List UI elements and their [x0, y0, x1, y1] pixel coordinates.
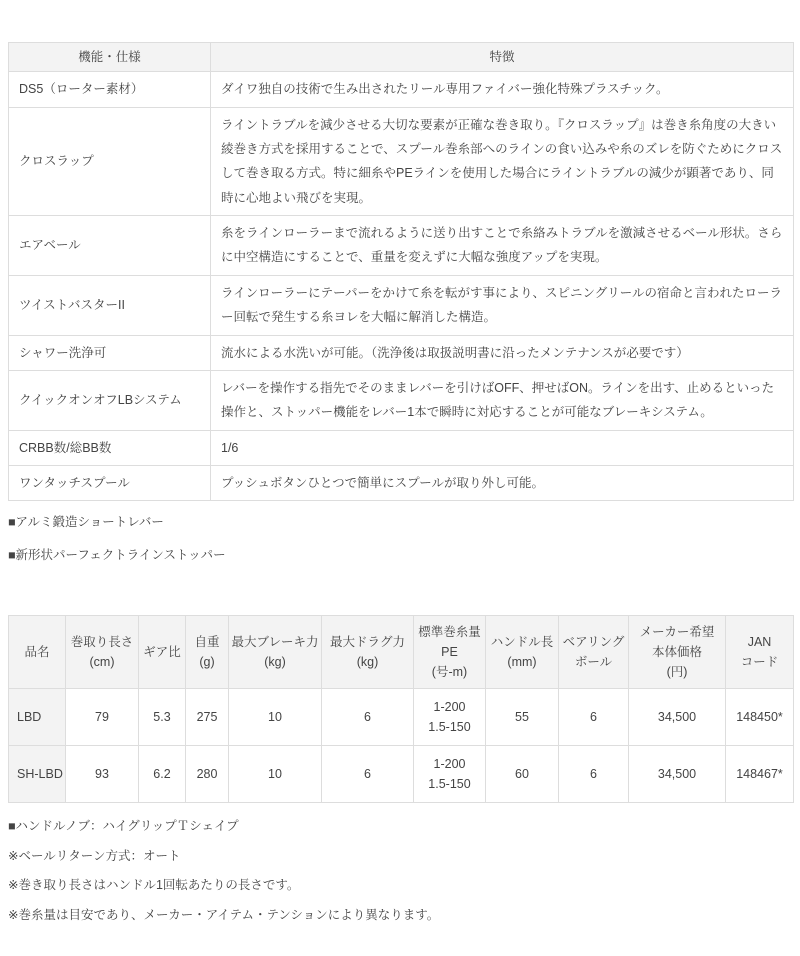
feature-bullets	[8, 513, 793, 565]
models-table	[8, 615, 794, 803]
model-value-cell: 60	[486, 745, 559, 802]
feature-desc-cell: 流水による水洗いが可能。（洗浄後は取扱説明書に沿ったメンテナンスが必要です）	[211, 335, 794, 370]
model-column-header-line: 最大ブレーキ力	[231, 634, 319, 649]
model-row	[9, 745, 794, 802]
model-name-cell: LBD	[9, 688, 66, 745]
model-value-cell: 79	[66, 688, 139, 745]
model-value-line: 1.5-150	[428, 776, 471, 791]
model-column-header	[726, 615, 794, 688]
feature-row	[9, 466, 794, 501]
model-column-header-line: コード	[740, 654, 779, 669]
model-column-header	[559, 615, 629, 688]
model-row	[9, 688, 794, 745]
model-column-header-line: JAN	[747, 634, 772, 649]
model-column-header	[414, 615, 486, 688]
features-table	[8, 42, 794, 501]
feature-bullet-line: ■新形状パーフェクトラインストッパー	[8, 548, 226, 563]
model-column-header	[322, 615, 414, 688]
model-value-cell: 6	[322, 745, 414, 802]
model-value-cell: 148450*	[726, 688, 794, 745]
features-table-header-row	[9, 43, 794, 72]
model-column-header	[139, 615, 186, 688]
feature-desc-cell: レバーを操作する指先でそのままレバーを引けばOFF、押せばON。ラインを出す、止めるといった操作と、ストッパー機能をレバー1本で瞬時に対応することが可能なブレーキシステム。	[211, 370, 794, 430]
feature-desc-cell: ラインローラーにテーパーをかけて糸を転がす事により、スピニングリールの宿命と言われたローラー回転で発生する糸ヨレを大幅に解消した構造。	[211, 275, 794, 335]
feature-name-cell: エアベール	[9, 216, 211, 276]
model-column-header-line: 標準巻糸量	[418, 624, 481, 639]
feature-row	[9, 216, 794, 276]
model-column-header-line: 最大ドラグ力	[329, 634, 405, 649]
model-value-cell	[414, 688, 486, 745]
features-header-function: 機能・仕様	[9, 43, 211, 72]
feature-name-cell: ツイストバスターII	[9, 275, 211, 335]
model-column-header-line: ボール	[574, 654, 613, 669]
model-column-header-line: メーカー希望	[639, 624, 715, 639]
model-value-line: 1-200	[433, 756, 466, 771]
model-name-cell: SH-LBD	[9, 745, 66, 802]
model-column-header-line: PE	[441, 644, 458, 659]
feature-row	[9, 335, 794, 370]
model-column-header-line: 自重	[194, 634, 220, 649]
model-column-header	[186, 615, 229, 688]
feature-desc-cell: 糸をラインローラーまで流れるように送り出すことで糸絡みトラブルを激減させるベール形状。さらに中空構造にすることで、重量を変えずに大幅な強度アップを実現。	[211, 216, 794, 276]
feature-name-cell: クロスラップ	[9, 107, 211, 216]
feature-bullet-line: ■アルミ鍛造ショートレバー	[8, 515, 164, 530]
model-column-header	[9, 615, 66, 688]
model-column-header-line: (mm)	[507, 654, 537, 669]
model-value-cell: 6	[559, 688, 629, 745]
footnote-line: ※ベールリターン方式：オート	[8, 848, 181, 863]
feature-name-cell: クイックオンオフLBシステム	[9, 370, 211, 430]
model-column-header-line: (kg)	[356, 654, 379, 669]
feature-desc-cell: 1/6	[211, 430, 794, 465]
model-column-header-line: (kg)	[264, 654, 286, 669]
model-value-cell: 10	[229, 745, 322, 802]
model-value-cell: 10	[229, 688, 322, 745]
model-column-header-line: ギア比	[143, 644, 181, 659]
model-value-cell: 275	[186, 688, 229, 745]
model-column-header-line: ハンドル長	[490, 634, 554, 649]
feature-desc-cell: ライントラブルを減少させる大切な要素が正確な巻き取り。『クロスラップ』は巻き糸角度の大きい綾巻き方式を採用することで、スプール巻糸部へのラインの食い込みや糸のズレを防ぐためにクロスして巻き取る方式。特に細糸やPEラインを使用した場合にライントラブルの減少が顕著であり、同時に心地よい飛びを実現。	[211, 107, 794, 216]
model-value-cell: 34,500	[629, 745, 726, 802]
footnote-line: ■ハンドルノブ：ハイグリップＴシェイプ	[8, 818, 239, 833]
feature-desc-cell: プッシュボタンひとつで簡単にスプールが取り外し可能。	[211, 466, 794, 501]
models-table-header-row	[9, 615, 794, 688]
model-value-line: 1-200	[433, 699, 466, 714]
model-column-header-line: (cm)	[89, 654, 115, 669]
feature-name-cell: ワンタッチスプール	[9, 466, 211, 501]
model-value-cell: 34,500	[629, 688, 726, 745]
feature-row	[9, 275, 794, 335]
footnotes	[8, 817, 793, 925]
footnote-line: ※巻糸量は目安であり、メーカー・アイテム・テンションにより異なります。	[8, 908, 440, 923]
model-column-header	[629, 615, 726, 688]
footnote-line: ※巻き取り長さはハンドル1回転あたりの長さです。	[8, 878, 300, 893]
features-header-feature: 特徴	[211, 43, 794, 72]
model-column-header-line: (円)	[666, 664, 688, 679]
model-value-cell	[414, 745, 486, 802]
feature-row	[9, 430, 794, 465]
model-column-header-line: 品名	[24, 644, 50, 659]
feature-row	[9, 72, 794, 107]
feature-name-cell: CRBB数/総BB数	[9, 430, 211, 465]
feature-name-cell: シャワー洗浄可	[9, 335, 211, 370]
model-column-header-line: 本体価格	[651, 644, 702, 659]
model-column-header	[229, 615, 322, 688]
model-column-header	[486, 615, 559, 688]
feature-row	[9, 107, 794, 216]
model-column-header-line: (号-m)	[431, 664, 468, 679]
feature-name-cell: DS5（ローター素材）	[9, 72, 211, 107]
model-value-cell: 280	[186, 745, 229, 802]
model-value-cell: 6.2	[139, 745, 186, 802]
model-value-cell: 55	[486, 688, 559, 745]
model-column-header-line: ベアリング	[562, 634, 625, 649]
model-column-header-line: (g)	[199, 654, 215, 669]
feature-desc-cell: ダイワ独自の技術で生み出されたリール専用ファイバー強化特殊プラスチック。	[211, 72, 794, 107]
model-value-cell: 148467*	[726, 745, 794, 802]
model-value-cell: 6	[322, 688, 414, 745]
model-column-header	[66, 615, 139, 688]
model-value-line: 1.5-150	[428, 719, 471, 734]
model-column-header-line: 巻取り長さ	[70, 634, 134, 649]
model-value-cell: 6	[559, 745, 629, 802]
model-value-cell: 5.3	[139, 688, 186, 745]
feature-row	[9, 370, 794, 430]
model-value-cell: 93	[66, 745, 139, 802]
